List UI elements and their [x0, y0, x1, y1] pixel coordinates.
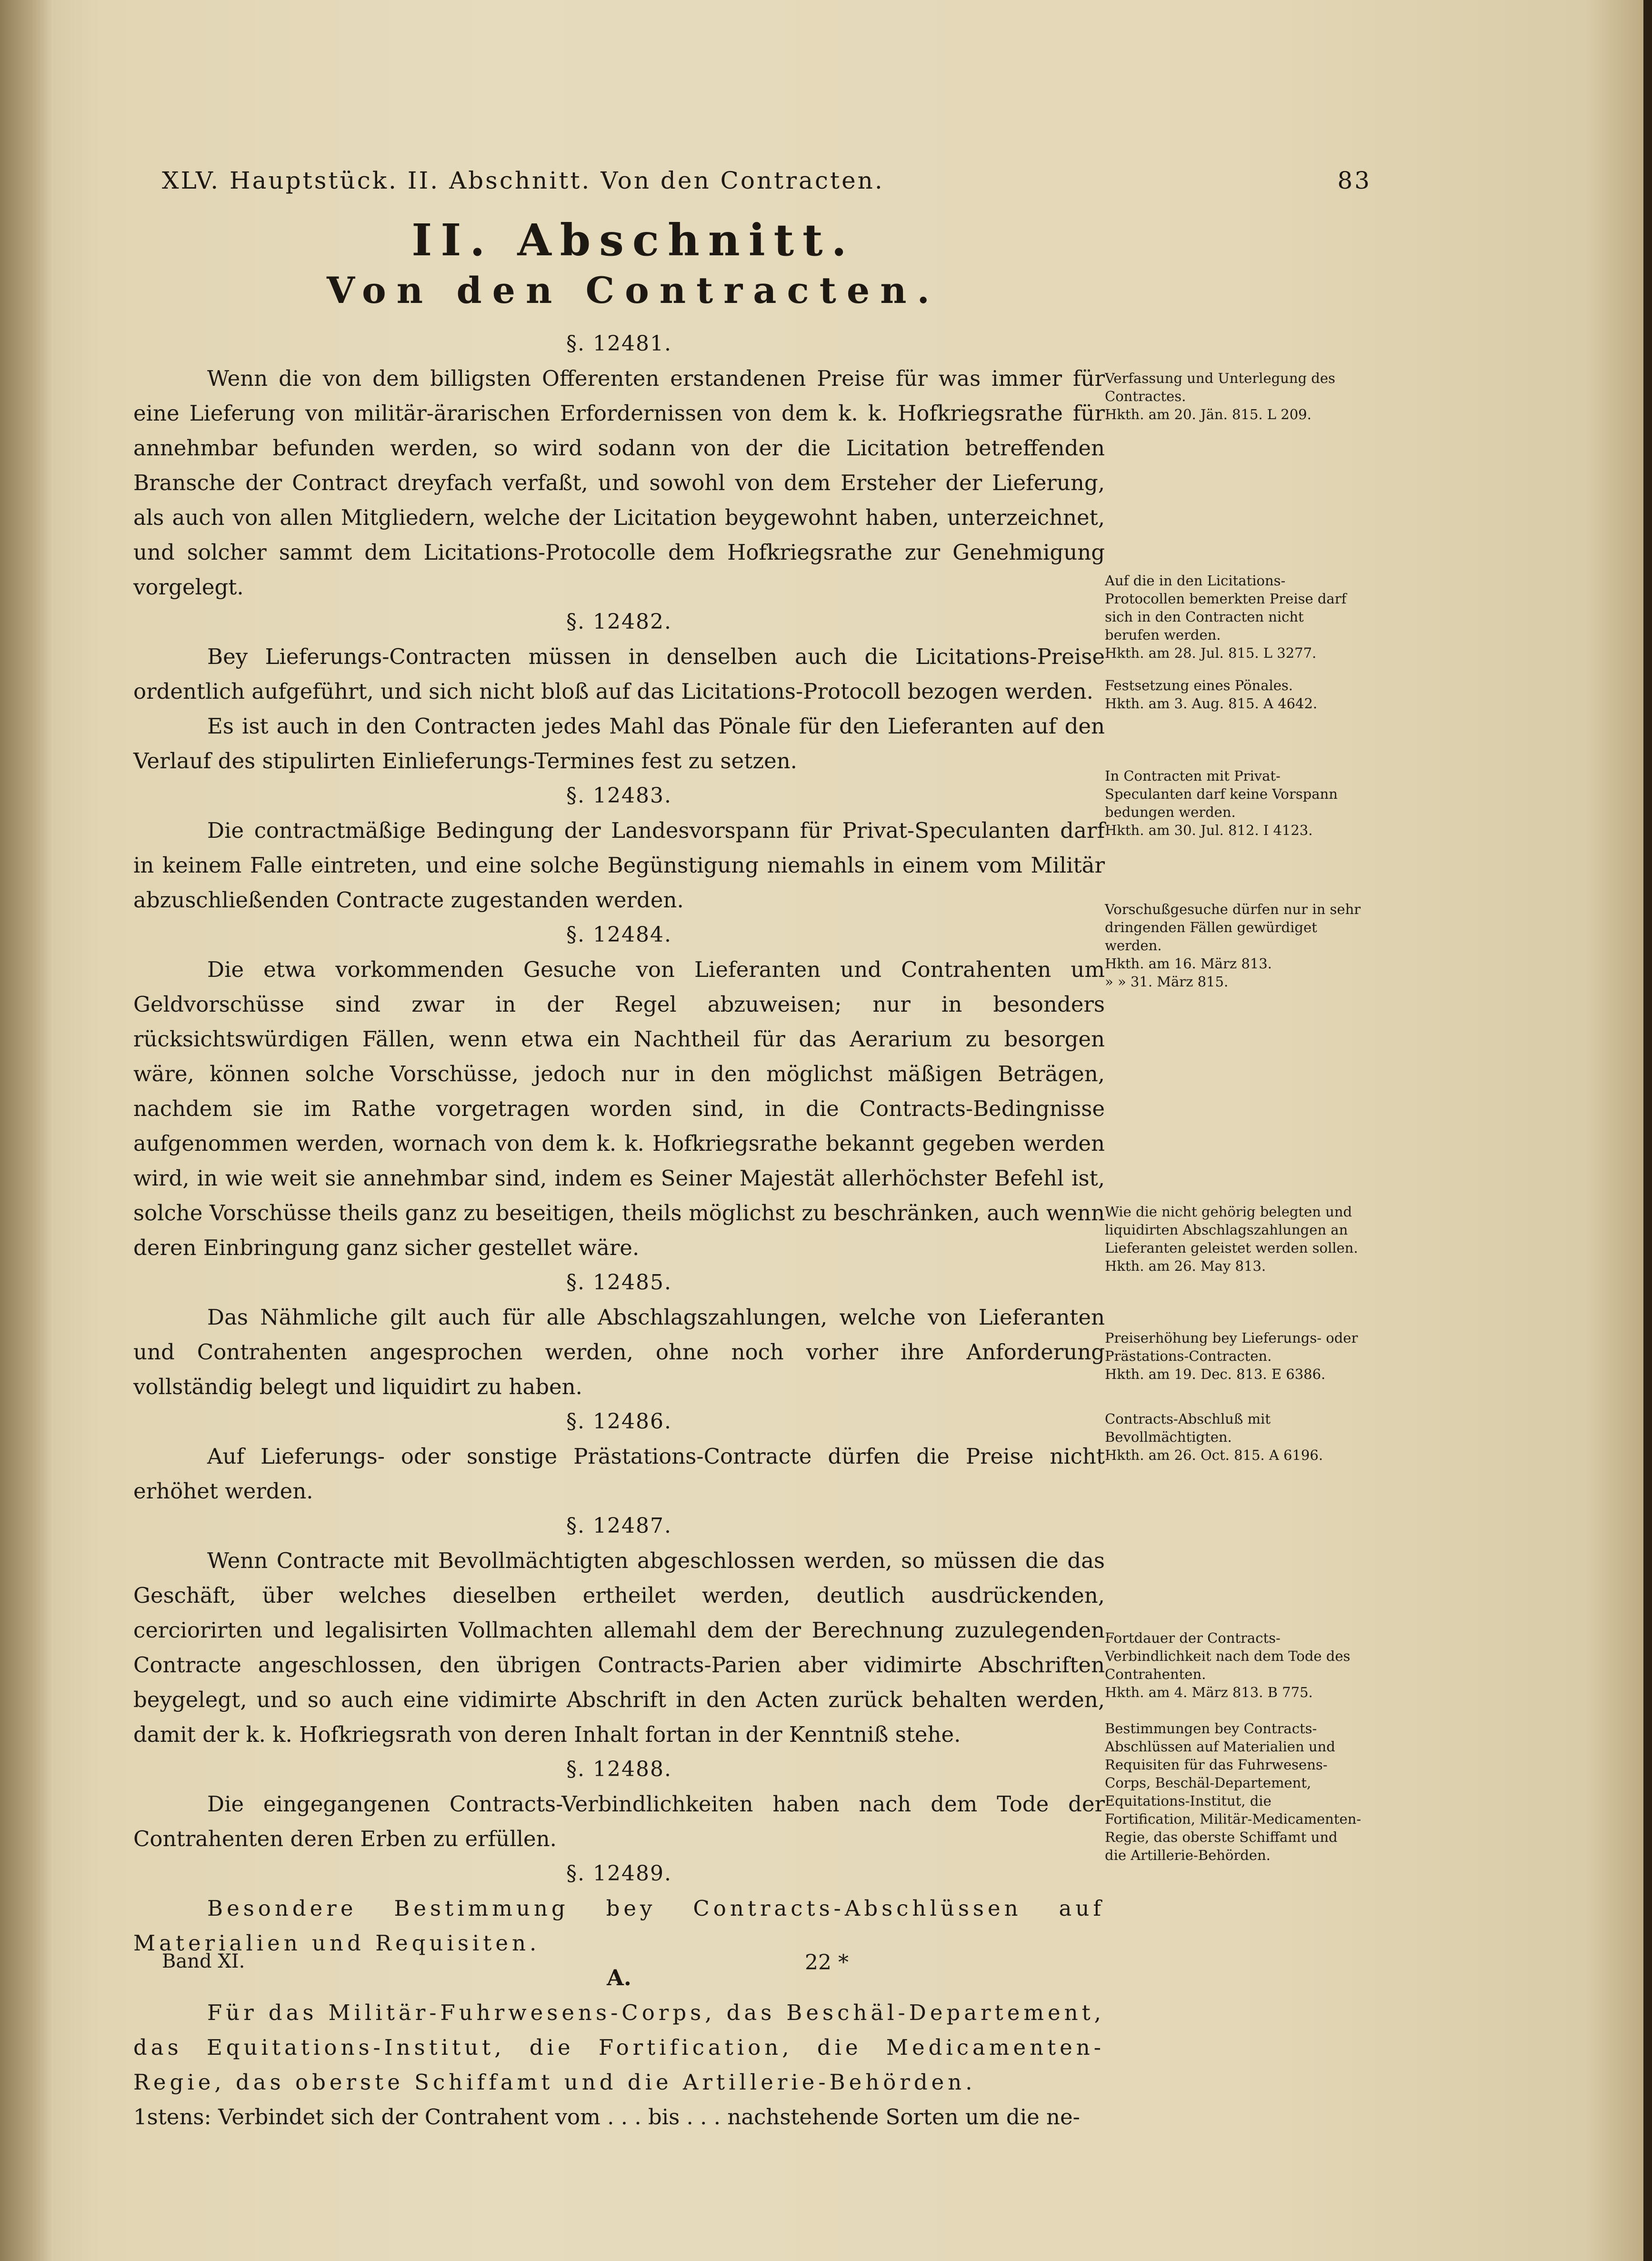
note-line: Fortdauer der Contracts-Verbindlichkeit nach dem Tode des Contrahenten.: [1105, 1630, 1351, 1682]
paragraph-text: Die eingegangenen Contracts-Verbindlichkeiten haben nach dem Tode der Contrahenten deren Erben zu erfüllen.: [133, 1791, 1105, 1851]
paragraph-text: Es ist auch in den Contracten jedes Mahl das Pönale für den Lieferanten auf den Verlauf des stipulirten Einlieferungs-Termines fest zu setzen.: [133, 713, 1105, 774]
note-line: Contracts-Abschluß mit Bevollmächtigten.: [1105, 1411, 1271, 1445]
note-line: Festsetzung eines Pönales.: [1105, 677, 1293, 693]
margin-note: [1105, 1203, 1362, 1275]
note-line: Preiserhöhung bey Lieferungs- oder Prästations-Contracten.: [1105, 1330, 1358, 1364]
note-line: Verfassung und Unterlegung des Contractes.: [1105, 370, 1335, 404]
running-title: XLV. Hauptstück. II. Abschnitt. Von den Contracten.: [162, 167, 884, 194]
paragraph-number: §. 12486.: [566, 1409, 672, 1434]
paragraph-text: Das Nähmliche gilt auch für alle Abschlagszahlungen, welche von Lieferanten und Contrahenten angesprochen werden, ohne noch vorher ihre Anforderung vollständig belegt und liquidirt zu haben.: [133, 1305, 1105, 1399]
paragraph-number: §. 12483.: [566, 784, 672, 808]
margin-note: [1105, 1329, 1362, 1383]
running-header: [162, 167, 1372, 205]
paragraph-number: §. 12485.: [566, 1270, 672, 1295]
note-citation: Hkth. am 26. Oct. 815. A 6196.: [1105, 1447, 1323, 1463]
note-line: Wie die nicht gehörig belegten und liquidirten Abschlagszahlungen an Lieferanten geleistet werden sollen.: [1105, 1204, 1358, 1256]
margin-note: [1105, 900, 1362, 991]
paragraph-text: Auf Lieferungs- oder sonstige Prästations-Contracte dürfen die Preise nicht erhöhet werden.: [133, 1444, 1105, 1504]
margin-note: [1105, 1410, 1362, 1464]
note-citation: Hkth. am 19. Dec. 813. E 6386.: [1105, 1366, 1326, 1382]
note-line: Vorschußgesuche dürfen nur in sehr dringenden Fällen gewürdiget werden.: [1105, 901, 1361, 954]
note-citation: Hkth. am 30. Jul. 812. I 4123.: [1105, 822, 1313, 838]
section-title: II. Abschnitt.: [411, 214, 855, 266]
page-edge: [1643, 0, 1652, 2261]
margin-note: [1105, 572, 1362, 662]
volume-label: Band XI.: [162, 1950, 245, 1972]
note-citation: Hkth. am 3. Aug. 815. A 4642.: [1105, 695, 1318, 712]
margin-note: [1105, 369, 1362, 423]
note-citation: Hkth. am 26. May 813.: [1105, 1258, 1266, 1274]
paragraph-text: Wenn Contracte mit Bevollmächtigten abgeschlossen werden, so müssen die das Geschäft, über welches dieselben ertheilet werden, deutlich ausdrückenden, cerciorirten und legalisirten Vollmachten allemahl dem der Berechnung zuzulegenden Contracte angeschlossen, den übrigen Contracts-Parien aber vidimirte Abschriften beygelegt, und so auch eine vidimirte Abschrift in den Acten zurück behalten werden, damit der k. k. Hofkriegsrath von deren Inhalt fortan in der Kenntniß stehe.: [133, 1548, 1105, 1747]
paragraph-text: Bey Lieferungs-Contracten müssen in denselben auch die Licitations-Preise ordentlich aufgeführt, und sich nicht bloß auf das Licitations-Protocoll bezogen werden.: [133, 644, 1105, 704]
paragraph-number: §. 12482.: [566, 610, 672, 634]
paragraph-number: §. 12484.: [566, 923, 672, 947]
page-number: 83: [1337, 167, 1372, 194]
note-citation: » » 31. März 815.: [1105, 974, 1229, 990]
paragraph-number: §. 12488.: [566, 1757, 672, 1781]
note-citation: Hkth. am 20. Jän. 815. L 209.: [1105, 406, 1312, 422]
main-text-column: [133, 326, 1105, 2134]
paragraph-text: Wenn die von dem billigsten Offerenten erstandenen Preise für was immer für eine Lieferung von militär-ärarischen Erfordernissen von dem k. k. Hofkriegsrathe für annehmbar befunden werden, so wird sodann von der die Licitation betreffenden Bransche der Contract dreyfach verfaßt, und sowohl von dem Ersteher der Lieferung, als auch von allen Mitgliedern, welche der Licitation beygewohnt haben, unterzeichnet, und solcher sammt dem Licitations-Protocolle dem Hofkriegsrathe zur Genehmigung vorgelegt.: [133, 366, 1105, 600]
section-subtitle: Von den Contracten.: [327, 269, 940, 312]
margin-note: [1105, 676, 1362, 713]
paragraph-text: Die etwa vorkommenden Gesuche von Lieferanten und Contrahenten um Geldvorschüsse sind zwar in der Regel abzuweisen; nur in besonders rücksichtswürdigen Fällen, wenn etwa ein Nachtheil für das Aerarium zu besorgen wäre, können solche Vorschüsse, jedoch nur in den möglichst mäßigen Beträgen, nachdem sie im Rathe vorgetragen worden sind, in die Contracts-Bedingnisse aufgenommen werden, wornach von dem k. k. Hofkriegsrathe bekannt gegeben werden wird, in wie weit sie annehmbar sind, indem es Seiner Majestät allerhöchster Befehl ist, solche Vorschüsse theils ganz zu beseitigen, theils möglichst zu beschränken, auch wenn deren Einbringung ganz sicher gestellet wäre.: [133, 957, 1105, 1260]
margin-note: [1105, 1719, 1362, 1864]
margin-note: [1105, 767, 1362, 839]
margin-note: [1105, 1629, 1362, 1701]
note-line: Bestimmungen bey Contracts-Abschlüssen auf Materialien und Requisiten für das Fuhrwesens-Corps, Beschäl-Departement, Equitations-Institut, die Fortification, Militär-Medicamenten-Regie, das oberste Schiffamt und die Artillerie-Behörden.: [1105, 1720, 1362, 1863]
subsection-text: Für das Militär-Fuhrwesens-Corps, das Beschäl-Departement, das Equitations-Institut, die Fortification, die Medicamenten-Regie, das oberste Schiffamt und die Artillerie-Behörden.: [133, 2000, 1105, 2095]
paragraph-text: Besondere Bestimmung bey Contracts-Abschlüssen auf Materialien und Requisiten.: [133, 1896, 1105, 1956]
note-line: In Contracten mit Privat-Speculanten darf keine Vorspann bedungen werden.: [1105, 768, 1338, 820]
paragraph-number: §. 12487.: [566, 1514, 672, 1538]
subsection-letter: A.: [607, 1965, 631, 1990]
note-citation: Hkth. am 16. März 813.: [1105, 955, 1272, 972]
paragraph-number: §. 12489.: [566, 1861, 672, 1886]
first-item-text: 1stens: Verbindet sich der Contrahent vom . . . bis . . . nachstehende Sorten um die ne-: [133, 2104, 1080, 2130]
note-line: Auf die in den Licitations-Protocollen bemerkten Preise darf sich in den Contracten nicht berufen werden.: [1105, 573, 1347, 643]
note-citation: Hkth. am 28. Jul. 815. L 3277.: [1105, 645, 1317, 661]
signature-mark: 22 *: [805, 1950, 849, 1975]
note-citation: Hkth. am 4. März 813. B 775.: [1105, 1684, 1313, 1700]
page-gutter-shadow: [0, 0, 52, 2261]
paragraph-text: Die contractmäßige Bedingung der Landesvorspann für Privat-Speculanten darf in keinem Falle eintreten, und eine solche Begünstigung niemahls in einem vom Militär abzuschließenden Contracte zugestanden werden.: [133, 818, 1105, 913]
paragraph-number: §. 12481.: [566, 332, 672, 356]
